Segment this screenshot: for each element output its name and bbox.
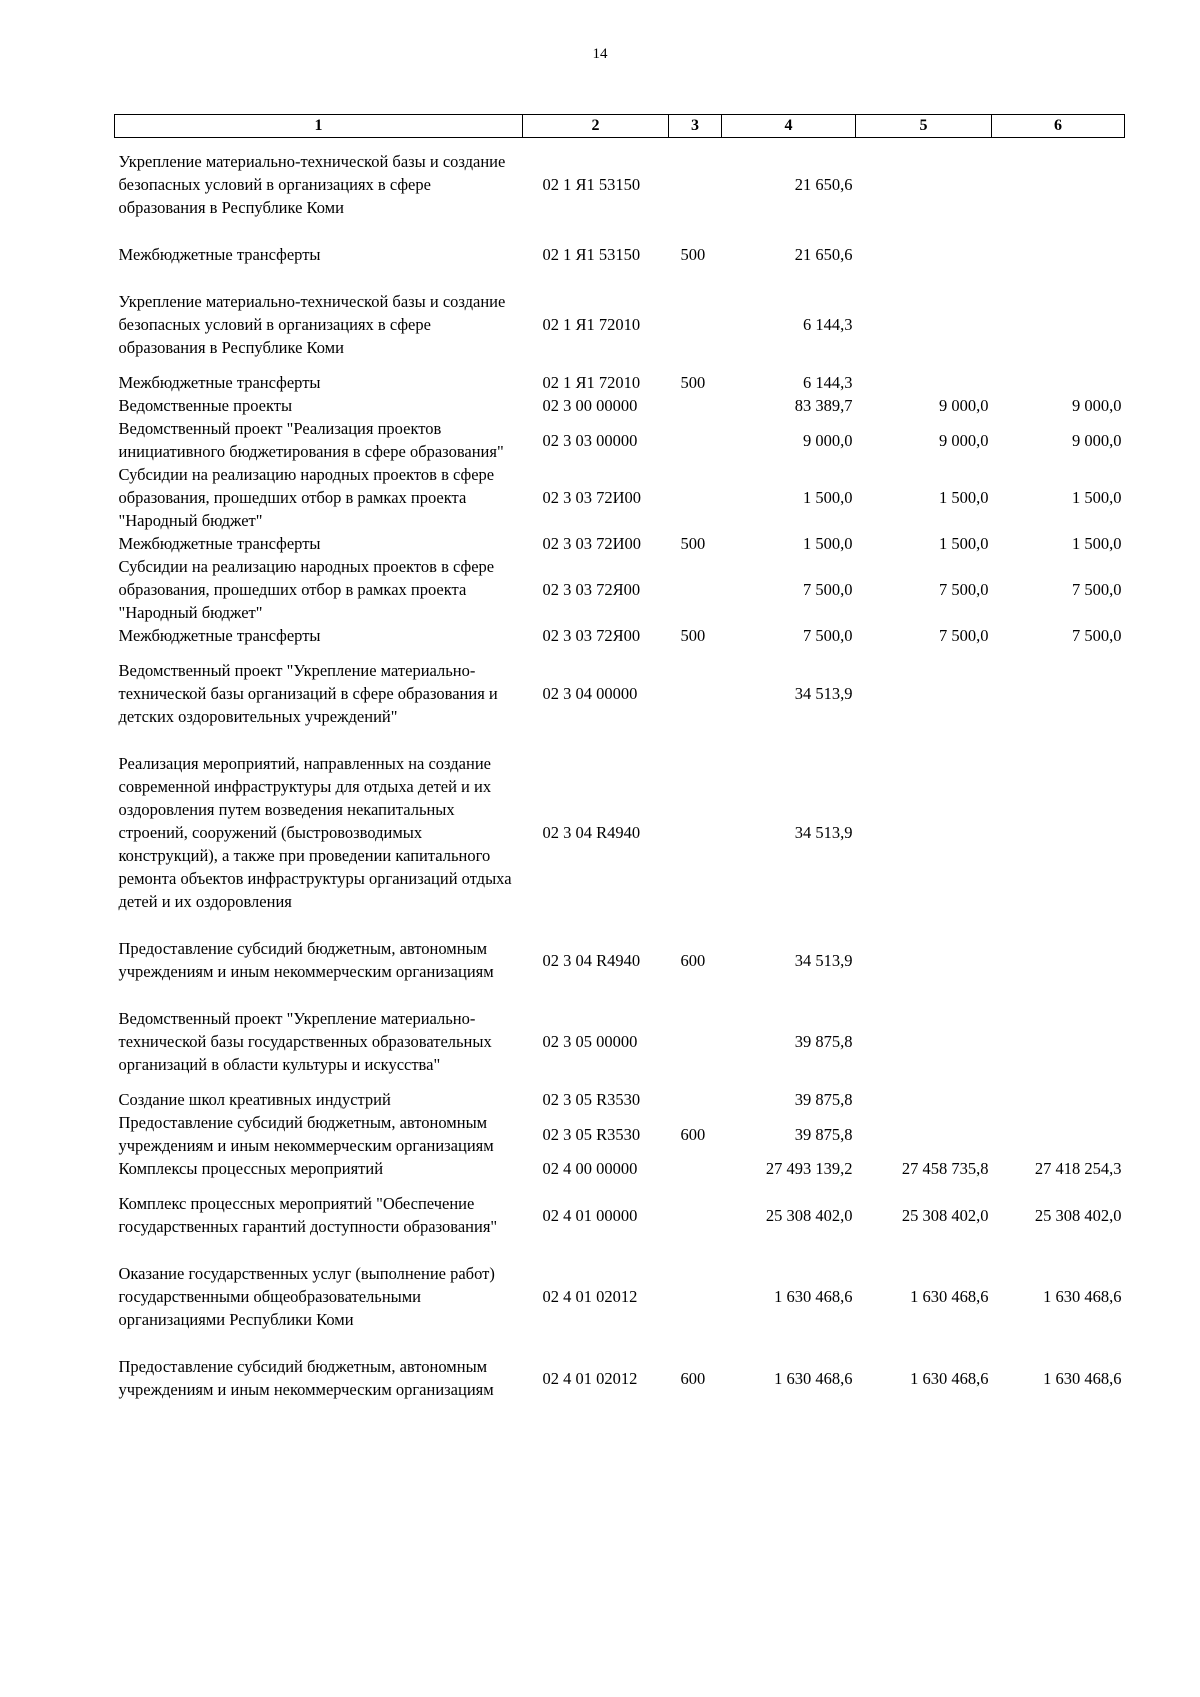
table-row xyxy=(115,1250,1125,1343)
table-row xyxy=(115,1180,1125,1250)
row-name-cell: Межбюджетные трансферты xyxy=(118,245,321,264)
row-name-cell: Реализация мероприятий, направленных на создание современной инфраструктуры для отдыха детей и их оздоровления путем возведения некапитальных строений, сооружений (быстровозводимых конструкций), а также при проведении капитального ремонта объектов инфраструктуры организаций отдыха детей и их оздоровления xyxy=(118,754,512,911)
row-value-year3-cell: 1 630 468,6 xyxy=(1043,1287,1122,1306)
row-value-year2-cell: 1 500,0 xyxy=(939,534,989,553)
row-value-year1-cell: 21 650,6 xyxy=(794,175,853,194)
row-code-cell: 02 1 Я1 53150 xyxy=(542,245,641,264)
row-expense-type-cell: 600 xyxy=(680,1124,706,1144)
row-value-year2-cell xyxy=(856,1111,992,1157)
table-row xyxy=(115,1343,1125,1413)
row-expense-type-cell xyxy=(669,463,722,532)
row-value-year1-cell: 27 493 139,2 xyxy=(765,1159,853,1178)
row-name-cell: Предоставление субсидий бюджетным, автономным учреждениям и иным некоммерческим организациям xyxy=(118,1113,494,1155)
row-value-year2-cell: 1 630 468,6 xyxy=(910,1287,989,1306)
row-value-year3-cell: 7 500,0 xyxy=(1072,580,1122,599)
row-value-year1-cell: 25 308 402,0 xyxy=(765,1205,853,1225)
row-value-year3-cell: 1 500,0 xyxy=(1072,488,1122,507)
row-code-cell: 02 3 04 00000 xyxy=(542,684,638,703)
table-row xyxy=(115,995,1125,1088)
row-value-year2-cell: 27 458 735,8 xyxy=(901,1159,989,1178)
row-name-cell: Укрепление материально-технической базы и создание безопасных условий в организациях в сфере образования в Республике Коми xyxy=(118,292,506,357)
row-value-year1-cell: 34 513,9 xyxy=(794,823,853,842)
row-name-cell: Ведомственный проект "Укрепление материально-технической базы государственных образовательных организаций в области культуры и искусства" xyxy=(118,1009,492,1074)
table-row xyxy=(115,532,1125,555)
row-value-year1-cell: 39 875,8 xyxy=(794,1032,853,1051)
row-value-year3-cell xyxy=(992,647,1125,740)
row-code-cell: 02 3 03 00000 xyxy=(542,430,638,450)
row-value-year2-cell: 7 500,0 xyxy=(939,580,989,599)
row-code-cell: 02 1 Я1 72010 xyxy=(542,373,641,392)
row-expense-type-cell: 500 xyxy=(680,373,706,392)
row-value-year3-cell: 25 308 402,0 xyxy=(1034,1205,1122,1225)
table-row xyxy=(115,1111,1125,1157)
row-expense-type-cell xyxy=(669,417,722,463)
row-value-year1-cell: 6 144,3 xyxy=(803,373,853,392)
row-value-year2-cell: 7 500,0 xyxy=(939,626,989,645)
row-value-year2-cell: 9 000,0 xyxy=(939,396,989,415)
table-row xyxy=(115,278,1125,371)
row-value-year3-cell: 9 000,0 xyxy=(1072,396,1122,415)
row-code-cell: 02 3 03 72И00 xyxy=(542,534,642,553)
row-value-year2-cell: 1 630 468,6 xyxy=(910,1368,989,1388)
row-value-year1-cell: 39 875,8 xyxy=(794,1090,853,1109)
row-code-cell: 02 3 04 R4940 xyxy=(542,823,641,842)
row-value-year2-cell xyxy=(856,925,992,995)
row-code-cell: 02 3 05 00000 xyxy=(542,1032,638,1051)
row-name-cell: Предоставление субсидий бюджетным, автономным учреждениям и иным некоммерческим организациям xyxy=(118,1357,494,1399)
row-value-year3-cell: 1 500,0 xyxy=(1072,534,1122,553)
row-value-year2-cell: 9 000,0 xyxy=(939,430,989,450)
page-number: 14 xyxy=(592,46,608,62)
row-value-year1-cell: 1 630 468,6 xyxy=(774,1287,853,1306)
row-value-year2-cell xyxy=(856,138,992,232)
row-value-year1-cell: 21 650,6 xyxy=(794,245,853,264)
row-value-year1-cell: 7 500,0 xyxy=(803,626,853,645)
row-code-cell: 02 3 03 72Я00 xyxy=(542,626,641,645)
table-row xyxy=(115,371,1125,394)
row-code-cell: 02 4 01 00000 xyxy=(542,1205,638,1225)
row-value-year1-cell: 1 500,0 xyxy=(803,534,853,553)
row-code-cell: 02 4 00 00000 xyxy=(542,1159,638,1178)
row-value-year3-cell: 1 630 468,6 xyxy=(1043,1368,1122,1388)
row-value-year2-cell xyxy=(856,1088,992,1111)
row-name-cell: Предоставление субсидий бюджетным, автономным учреждениям и иным некоммерческим организациям xyxy=(118,939,494,981)
row-value-year1-cell: 34 513,9 xyxy=(794,684,853,703)
row-value-year2-cell xyxy=(856,278,992,371)
row-value-year1-cell: 9 000,0 xyxy=(803,430,853,450)
row-value-year2-cell xyxy=(856,231,992,278)
row-value-year3-cell: 9 000,0 xyxy=(1072,430,1122,450)
table-body xyxy=(115,138,1125,1414)
table-row xyxy=(115,647,1125,740)
row-value-year1-cell: 39 875,8 xyxy=(794,1124,853,1144)
row-name-cell: Межбюджетные трансферты xyxy=(118,626,321,645)
row-expense-type-cell xyxy=(669,647,722,740)
table-row xyxy=(115,1157,1125,1180)
header-col-5: 5 xyxy=(856,115,992,138)
row-expense-type-cell xyxy=(669,995,722,1088)
row-value-year2-cell: 25 308 402,0 xyxy=(901,1205,989,1225)
table-row xyxy=(115,417,1125,463)
row-name-cell: Межбюджетные трансферты xyxy=(118,534,321,553)
row-expense-type-cell: 600 xyxy=(680,950,706,970)
table-row xyxy=(115,231,1125,278)
row-code-cell: 02 3 05 R3530 xyxy=(542,1090,641,1109)
row-code-cell: 02 1 Я1 53150 xyxy=(542,175,641,194)
row-name-cell: Укрепление материально-технической базы и создание безопасных условий в организациях в сфере образования в Республике Коми xyxy=(118,152,506,217)
row-value-year3-cell xyxy=(992,1111,1125,1157)
row-expense-type-cell xyxy=(669,1180,722,1250)
header-col-2: 2 xyxy=(523,115,669,138)
row-name-cell: Субсидии на реализацию народных проектов в сфере образования, прошедших отбор в рамках проекта "Народный бюджет" xyxy=(118,557,495,622)
row-value-year2-cell xyxy=(856,995,992,1088)
header-col-1: 1 xyxy=(115,115,523,138)
row-name-cell: Межбюджетные трансферты xyxy=(118,373,321,392)
row-value-year3-cell xyxy=(992,1088,1125,1111)
row-expense-type-cell xyxy=(669,1157,722,1180)
row-value-year3-cell xyxy=(992,138,1125,232)
row-value-year2-cell xyxy=(856,740,992,925)
row-value-year3-cell: 7 500,0 xyxy=(1072,626,1122,645)
row-code-cell: 02 3 04 R4940 xyxy=(542,950,641,970)
row-value-year3-cell xyxy=(992,371,1125,394)
table-row xyxy=(115,1088,1125,1111)
row-value-year1-cell: 1 500,0 xyxy=(803,488,853,507)
table-row xyxy=(115,624,1125,647)
row-value-year1-cell: 83 389,7 xyxy=(794,396,853,415)
row-name-cell: Комплексы процессных мероприятий xyxy=(118,1159,384,1178)
row-value-year1-cell: 6 144,3 xyxy=(803,315,853,334)
row-code-cell: 02 3 03 72И00 xyxy=(542,488,642,507)
budget-table xyxy=(114,114,1125,1413)
table-row xyxy=(115,555,1125,624)
row-code-cell: 02 4 01 02012 xyxy=(542,1368,638,1388)
table-row xyxy=(115,463,1125,532)
row-expense-type-cell xyxy=(669,278,722,371)
row-name-cell: Ведомственный проект "Реализация проектов инициативного бюджетирования в сфере образования" xyxy=(118,419,504,461)
row-code-cell: 02 1 Я1 72010 xyxy=(542,315,641,334)
table-header xyxy=(115,115,1125,138)
row-value-year3-cell xyxy=(992,925,1125,995)
row-name-cell: Оказание государственных услуг (выполнение работ) государственными общеобразовательными организациями Республики Коми xyxy=(118,1264,495,1329)
row-expense-type-cell xyxy=(669,394,722,417)
budget-table-container xyxy=(114,114,1124,1413)
row-value-year3-cell: 27 418 254,3 xyxy=(1034,1159,1122,1178)
table-row xyxy=(115,138,1125,232)
row-code-cell: 02 3 00 00000 xyxy=(542,396,638,415)
header-col-3: 3 xyxy=(669,115,722,138)
table-row xyxy=(115,394,1125,417)
header-col-4: 4 xyxy=(722,115,856,138)
row-expense-type-cell xyxy=(669,555,722,624)
row-value-year3-cell xyxy=(992,278,1125,371)
row-value-year3-cell xyxy=(992,740,1125,925)
row-value-year1-cell: 7 500,0 xyxy=(803,580,853,599)
row-expense-type-cell xyxy=(669,740,722,925)
row-value-year3-cell xyxy=(992,231,1125,278)
row-value-year1-cell: 34 513,9 xyxy=(794,950,853,970)
row-value-year1-cell: 1 630 468,6 xyxy=(774,1368,853,1388)
row-expense-type-cell: 500 xyxy=(680,534,706,553)
row-expense-type-cell xyxy=(669,1088,722,1111)
row-expense-type-cell xyxy=(669,1250,722,1343)
row-name-cell: Ведомственный проект "Укрепление материально-технической базы организаций в сфере образования и детских оздоровительных учреждений" xyxy=(118,661,498,726)
row-name-cell: Субсидии на реализацию народных проектов в сфере образования, прошедших отбор в рамках проекта "Народный бюджет" xyxy=(118,465,495,530)
row-name-cell: Создание школ креативных индустрий xyxy=(118,1090,391,1109)
row-expense-type-cell: 500 xyxy=(680,245,706,264)
row-code-cell: 02 3 05 R3530 xyxy=(542,1124,641,1144)
row-expense-type-cell xyxy=(669,138,722,232)
row-value-year2-cell: 1 500,0 xyxy=(939,488,989,507)
row-value-year2-cell xyxy=(856,647,992,740)
table-row xyxy=(115,740,1125,925)
row-code-cell: 02 3 03 72Я00 xyxy=(542,580,641,599)
row-name-cell: Ведомственные проекты xyxy=(118,396,293,415)
row-value-year3-cell xyxy=(992,995,1125,1088)
row-name-cell: Комплекс процессных мероприятий "Обеспечение государственных гарантий доступности образования" xyxy=(118,1194,498,1236)
table-row xyxy=(115,925,1125,995)
row-expense-type-cell: 500 xyxy=(680,626,706,645)
header-col-6: 6 xyxy=(992,115,1125,138)
row-expense-type-cell: 600 xyxy=(680,1368,706,1388)
row-code-cell: 02 4 01 02012 xyxy=(542,1287,638,1306)
row-value-year2-cell xyxy=(856,371,992,394)
